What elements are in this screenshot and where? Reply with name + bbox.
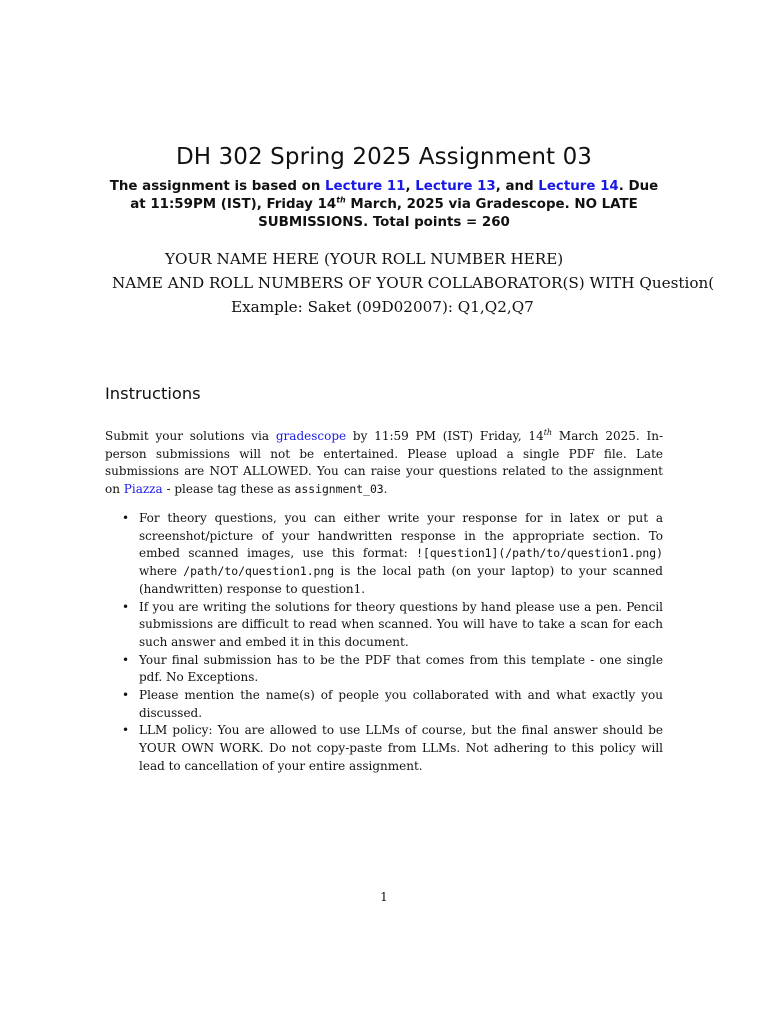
due-date-suffix: March, 2025 via Gradescope. NO LATE SUBMISSIONS. Total points = 260 [258, 197, 638, 230]
list-item [122, 599, 663, 652]
collaborators-line: NAME AND ROLL NUMBERS OF YOUR COLLABORATOR(S) WITH Question( [112, 274, 715, 292]
embed-format-code: ![question1](/path/to/question1.png) [416, 546, 663, 561]
list-item-text: For theory questions, you can either write your response for in latex or put a screenshot/picture of your handwritten response in the appropriate section. To embed scanned images, use this format: [139, 511, 663, 561]
assignment-tag-code: assignment_03 [294, 482, 384, 497]
list-item-text: If you are writing the solutions for theory questions by hand please use a pen. Pencil submissions are difficult to read when scanned. You will have to take a scan for each such answer and embed it in this document. [139, 599, 663, 649]
list-item-text: Your final submission has to be the PDF that comes from this template - one single pdf. No Exceptions. [139, 652, 663, 685]
author-name-line: YOUR NAME HERE (YOUR ROLL NUMBER HERE) [165, 250, 564, 268]
list-item [122, 510, 663, 599]
instructions-intro-paragraph [105, 428, 663, 499]
list-item [122, 652, 663, 687]
list-item-text: is the local path (on your laptop) to your scanned (handwritten) response to question1. [139, 564, 663, 596]
bullet-icon: • [122, 723, 130, 738]
lecture-11-link[interactable]: Lecture 11 [325, 179, 406, 194]
lecture-13-link[interactable]: Lecture 13 [415, 179, 496, 194]
document-title: DH 302 Spring 2025 Assignment 03 [175, 144, 593, 170]
bullet-icon: • [122, 652, 130, 667]
list-item-text: LLM policy: You are allowed to use LLMs of course, but the final answer should be YOUR OWN WORK. Do not copy-paste from LLMs. Not adhering to this policy will lead to cancellation of your entire assignment. [139, 723, 663, 773]
bullet-icon: • [122, 511, 130, 525]
collaborators-example-line: Example: Saket (09D02007): Q1,Q2,Q7 [231, 298, 534, 316]
piazza-link[interactable]: Piazza [123, 482, 163, 497]
intro-text: - please tag these as [162, 482, 295, 497]
list-item [122, 722, 663, 775]
list-item [122, 687, 663, 722]
intro-text: by 11:59 PM (IST) Friday, 14 [346, 429, 544, 443]
intro-text: March 2025. In-person submissions will not be entertained. Please upload a single PDF file. Late submissions are NOT ALLOWED. You can raise your questions related to the assignment on [105, 429, 664, 497]
subtitle-separator: , [405, 179, 416, 194]
due-date-text: . Due at 11:59PM (IST), Friday 14 [130, 179, 659, 212]
lecture-14-link[interactable]: Lecture 14 [538, 179, 619, 194]
gradescope-link[interactable]: gradescope [275, 429, 347, 443]
list-item-text: where [139, 564, 184, 579]
intro-text: . [383, 482, 388, 497]
subtitle-prefix: The assignment is based on [109, 179, 326, 194]
document-subtitle [100, 178, 668, 232]
instructions-bullet-list [122, 510, 663, 776]
ordinal-superscript: th [543, 428, 553, 437]
path-code: /path/to/question1.png [183, 564, 335, 579]
intro-text: Submit your solutions via [105, 429, 276, 443]
list-item-text: Please mention the name(s) of people you collaborated with and what exactly you discussed. [139, 688, 663, 720]
page-number: 1 [380, 890, 388, 904]
subtitle-separator: , and [495, 179, 539, 194]
section-heading-instructions: Instructions [105, 384, 201, 403]
bullet-icon: • [122, 599, 130, 614]
ordinal-superscript: th [336, 195, 346, 205]
bullet-icon: • [122, 688, 130, 703]
